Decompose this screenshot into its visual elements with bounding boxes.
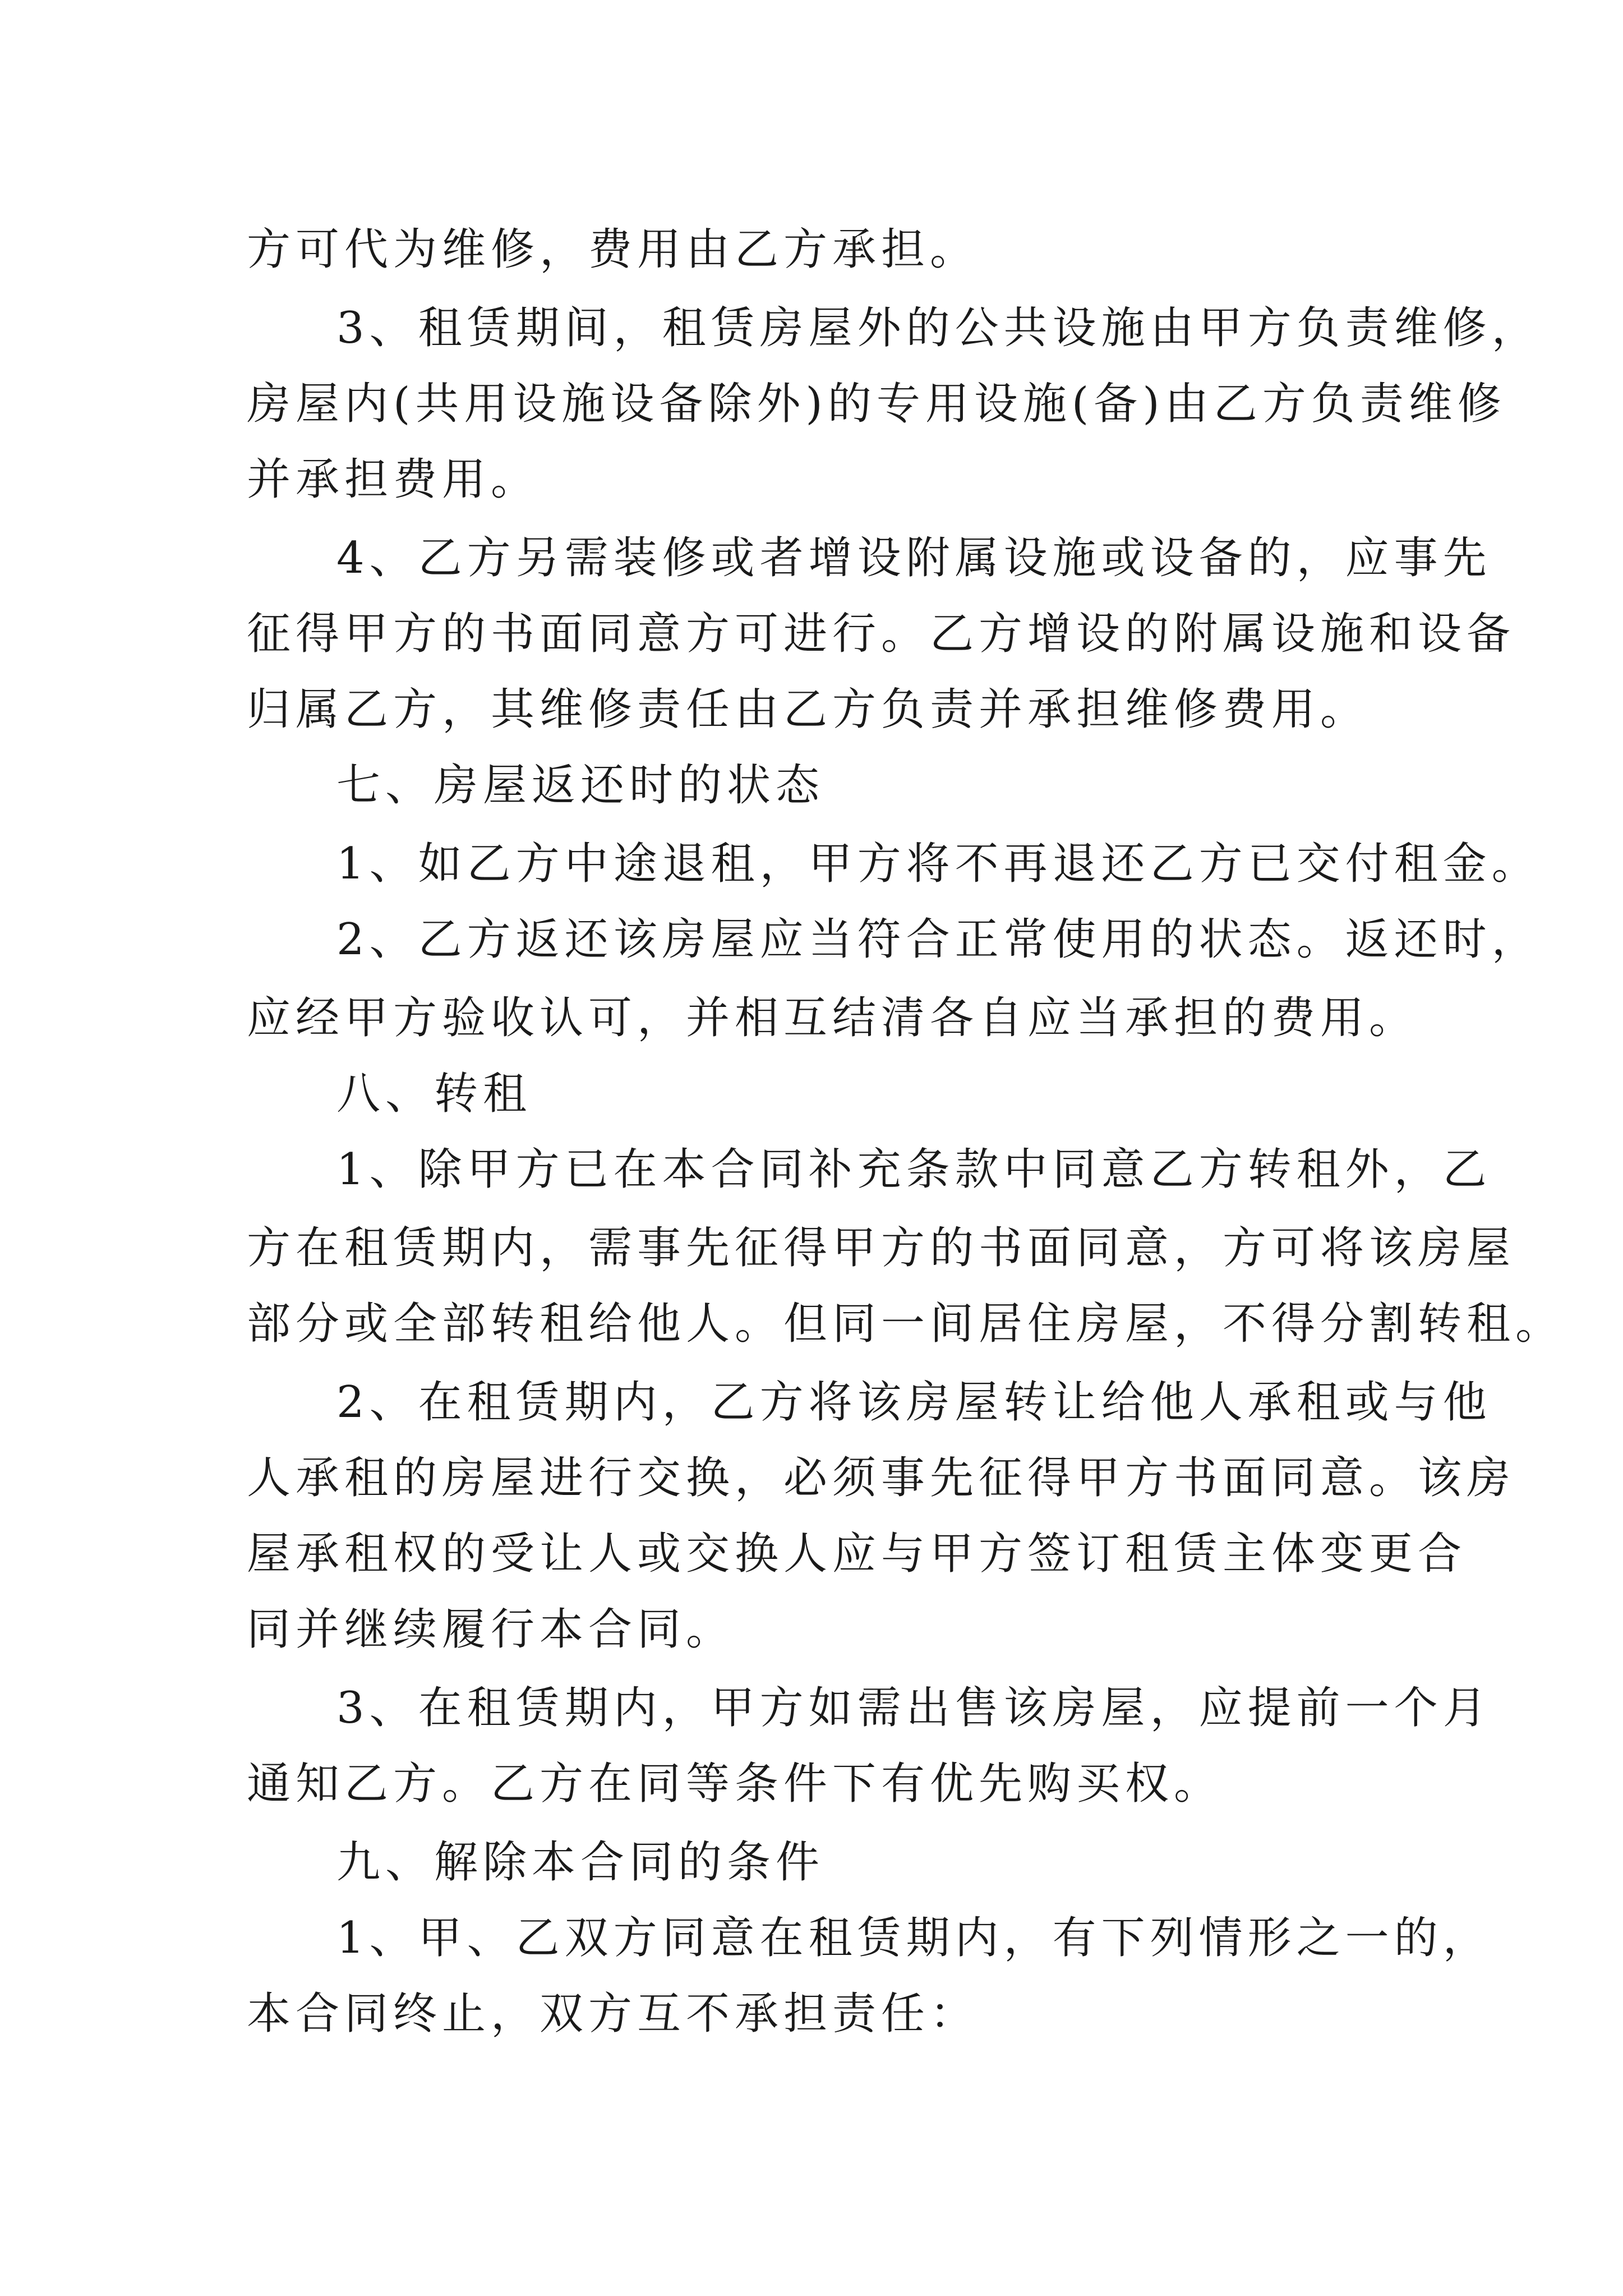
- text-line: 2、乙方返还该房屋应当符合正常使用的状态。返还时，: [336, 914, 1541, 965]
- section-heading: 八、转租: [336, 1069, 532, 1119]
- text-line: 本合同终止，双方互不承担责任：: [247, 1989, 979, 2039]
- text-line: 应经甲方验收认可，并相互结清各自应当承担的费用。: [247, 993, 1418, 1043]
- text-line: 同并继续履行本合同。: [247, 1604, 735, 1655]
- text-line: 屋承租权的受让人或交换人应与甲方签订租赁主体变更合: [247, 1529, 1467, 1579]
- text-line: 方在租赁期内，需事先征得甲方的书面同意，方可将该房屋: [247, 1223, 1516, 1273]
- text-line: 2、在租赁期内，乙方将该房屋转让给他人承租或与他: [336, 1377, 1492, 1428]
- text-line: 1、如乙方中途退租，甲方将不再退还乙方已交付租金。: [336, 839, 1541, 889]
- text-line: 3、租赁期间，租赁房屋外的公共设施由甲方负责维修，: [336, 303, 1541, 353]
- text-line: 3、在租赁期内，甲方如需出售该房屋，应提前一个月: [336, 1683, 1492, 1733]
- text-line: 归属乙方，其维修责任由乙方负责并承担维修费用。: [247, 684, 1370, 735]
- text-line: 并承担费用。: [247, 454, 540, 505]
- text-line: 部分或全部转租给他人。但同一间居住房屋，不得分割转租。: [247, 1299, 1565, 1349]
- section-heading: 九、解除本合同的条件: [336, 1837, 825, 1888]
- section-heading: 七、房屋返还时的状态: [336, 760, 825, 811]
- text-line: 通知乙方。乙方在同等条件下有优先购买权。: [247, 1759, 1223, 1809]
- text-line: 征得甲方的书面同意方可进行。乙方增设的附属设施和设备: [247, 609, 1516, 659]
- text-line: 人承租的房屋进行交换，必须事先征得甲方书面同意。该房: [247, 1453, 1516, 1503]
- text-line: 1、甲、乙双方同意在租赁期内，有下列情形之一的，: [336, 1913, 1492, 1963]
- text-line: 4、乙方另需装修或者增设附属设施或设备的，应事先: [336, 533, 1492, 583]
- text-line: 1、除甲方已在本合同补充条款中同意乙方转租外，乙: [336, 1144, 1492, 1195]
- text-line: 方可代为维修，费用由乙方承担。: [247, 224, 979, 275]
- text-line: 房屋内(共用设施设备除外)的专用设施(备)由乙方负责维修: [247, 379, 1506, 429]
